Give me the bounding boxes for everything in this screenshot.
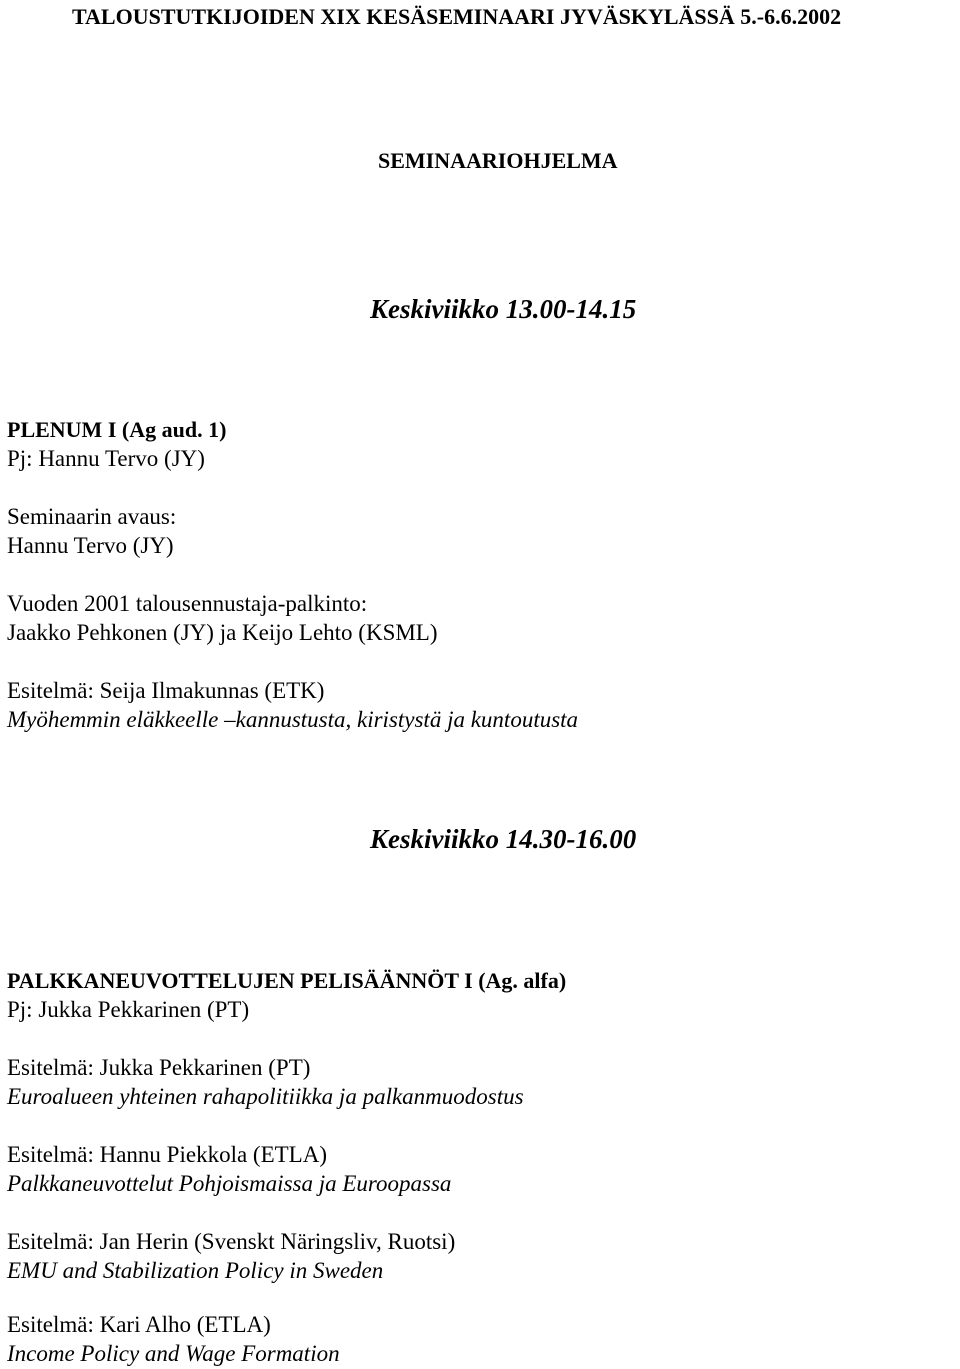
session1-chair: Pj: Hannu Tervo (JY) xyxy=(7,446,205,471)
session2-chair: Pj: Jukka Pekkarinen (PT) xyxy=(7,997,250,1022)
session1-talk-speaker: Esitelmä: Seija Ilmakunnas (ETK) xyxy=(7,678,325,703)
talk-speaker: Esitelmä: Hannu Piekkola (ETLA) xyxy=(7,1142,328,1167)
talk-title: EMU and Stabilization Policy in Sweden xyxy=(7,1258,384,1283)
talk-speaker: Esitelmä: Jan Herin (Svenskt Näringsliv, Ruotsi) xyxy=(7,1229,456,1254)
session2-time: Keskiviikko 14.30-16.00 xyxy=(370,824,637,854)
session1-time: Keskiviikko 13.00-14.15 xyxy=(370,294,637,324)
session1-talk-title: Myöhemmin eläkkeelle –kannustusta, kiristystä ja kuntoutusta xyxy=(7,707,579,732)
seminar-title: TALOUSTUTKIJOIDEN XIX KESÄSEMINAARI JYVÄSKYLÄSSÄ 5.-6.6.2002 xyxy=(72,4,842,29)
award-label: Vuoden 2001 talousennustaja-palkinto: xyxy=(7,591,368,616)
talk-title: Income Policy and Wage Formation xyxy=(7,1341,340,1366)
opening-label: Seminaarin avaus: xyxy=(7,504,177,529)
talk-speaker: Esitelmä: Kari Alho (ETLA) xyxy=(7,1312,271,1337)
talk-title: Palkkaneuvottelut Pohjoismaissa ja Euroopassa xyxy=(7,1171,452,1196)
talk-title: Euroalueen yhteinen rahapolitiikka ja palkanmuodostus xyxy=(7,1084,524,1109)
opening-person: Hannu Tervo (JY) xyxy=(7,533,174,558)
program-heading: SEMINAARIOHJELMA xyxy=(378,148,618,173)
talk-speaker: Esitelmä: Jukka Pekkarinen (PT) xyxy=(7,1055,311,1080)
session2-title: PALKKANEUVOTTELUJEN PELISÄÄNNÖT I (Ag. alfa) xyxy=(7,968,567,993)
award-persons: Jaakko Pehkonen (JY) ja Keijo Lehto (KSML) xyxy=(7,620,438,645)
session1-title: PLENUM I (Ag aud. 1) xyxy=(7,417,227,442)
